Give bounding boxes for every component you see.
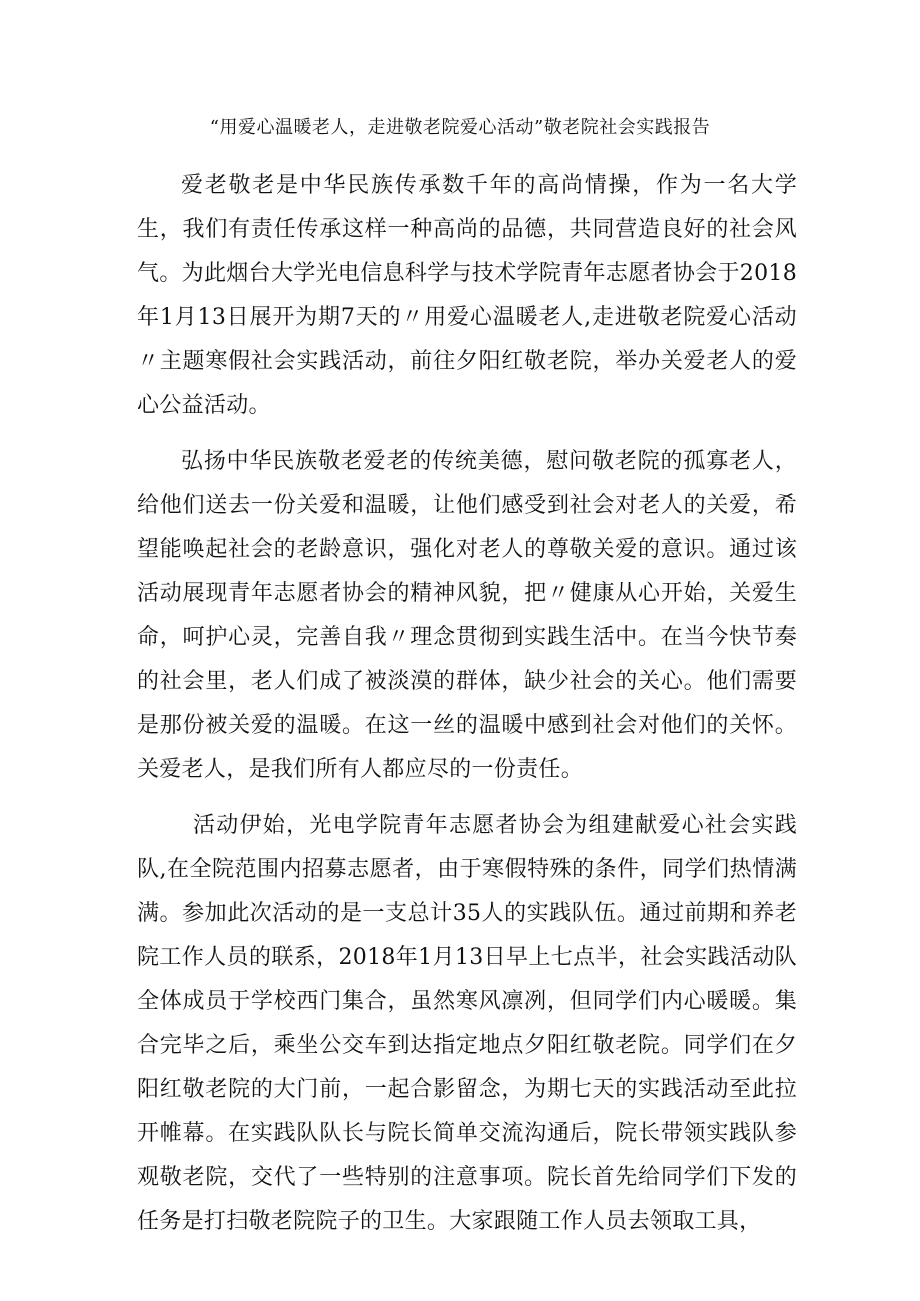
paragraph-1: 爱老敬老是中华民族传承数千年的高尚情操，作为一名大学生，我们有责任传承这样一种高尚的品德，共同营造良好的社会风气。为此烟台大学光电信息科学与技术学院青年志愿者协会于2018年1月13日展开为期7天的〃用爱心温暖老人,走进敬老院爱心活动〃主题寒假社会实践活动，前往夕阳红敬老院，举办关爱老人的爱心公益活动。 <box>137 173 797 418</box>
paragraph-3: 活动伊始，光电学院青年志愿者协会为组建献爱心社会实践队,在全院范围内招募志愿者，由于寒假特殊的条件，同学们热情满满。参加此次活动的是一支总计35人的实践队伍。通过前期和养老院工作人员的联系，2018年1月13日早上七点半，社会实践活动队全体成员于学校西门集合，虽然寒风凛冽，但同学们内心暖暖。集合完毕之后，乘坐公交车到达指定地点夕阳红敬老院。同学们在夕阳红敬老院的大门前，一起合影留念，为期七天的实践活动至此拉开帷幕。在实践队队长与院长简单交流沟通后，院长带领实践队参观敬老院，交代了一些特别的注意事项。院长首先给同学们下发的任务是打扫敬老院院子的卫生。大家跟随工作人员去领取工具， <box>137 813 797 1234</box>
document-body <box>137 164 797 1244</box>
paragraph-2: 弘扬中华民族敬老爱老的传统美德，慰问敬老院的孤寡老人，给他们送去一份关爱和温暖，让他们感受到社会对老人的关爱，希望能唤起社会的老龄意识，强化对老人的尊敬关爱的意识。通过该活动展现青年志愿者协会的精神风貌，把〃健康从心开始，关爱生命，呵护心灵，完善自我〃理念贯彻到实践生活中。在当今快节奏的社会里，老人们成了被淡漠的群体，缺少社会的关心。他们需要是那份被关爱的温暖。在这一丝的温暖中感到社会对他们的关怀。关爱老人，是我们所有人都应尽的一份责任。 <box>137 449 797 782</box>
document-title: “用爱心温暖老人，走进敬老院爱心活动”敬老院社会实践报告 <box>209 117 711 138</box>
